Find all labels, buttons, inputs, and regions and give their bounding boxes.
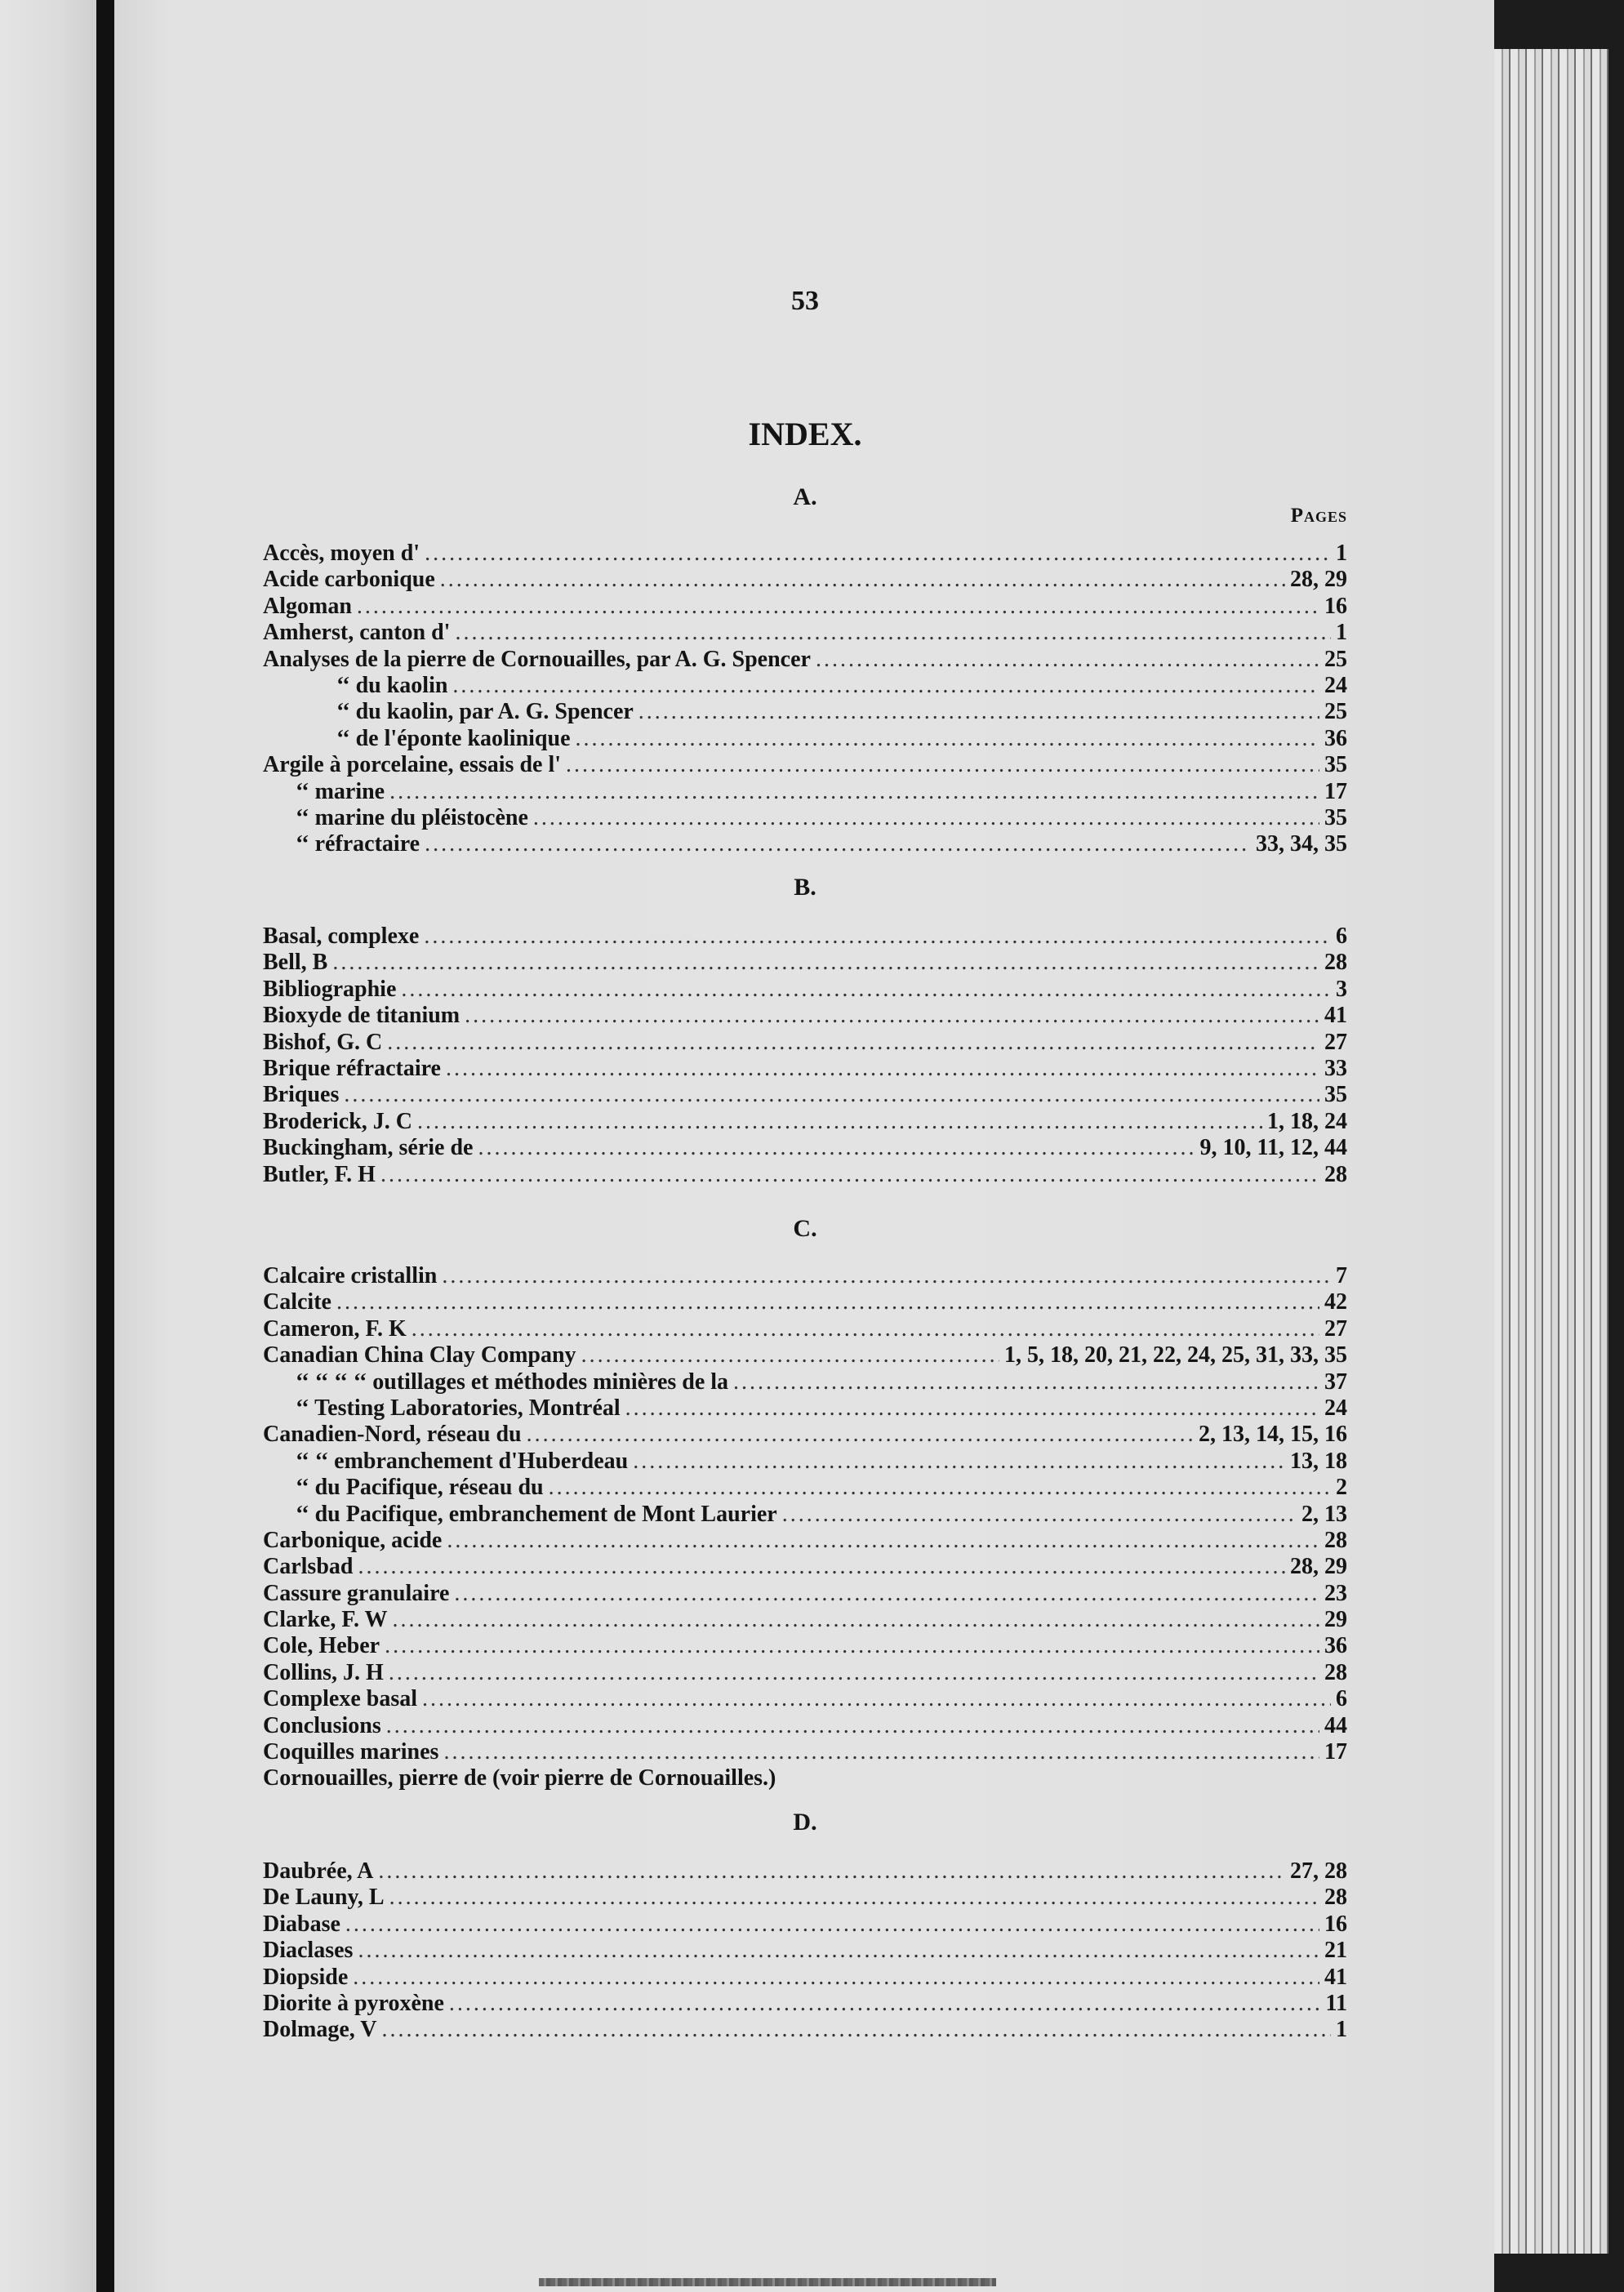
index-page-refs: 6 (1336, 1686, 1347, 1712)
dot-leader (581, 1342, 999, 1369)
index-entry (263, 1422, 1347, 1448)
dot-leader (358, 1938, 1319, 1964)
dot-leader (389, 779, 1319, 805)
index-entry (263, 831, 1347, 857)
index-entry (263, 1885, 1347, 1911)
index-page-refs: 28 (1324, 950, 1347, 976)
index-term: Carlsbad (263, 1554, 354, 1580)
dot-leader (381, 2017, 1331, 2043)
index-entry (263, 726, 1347, 752)
dot-leader (386, 1713, 1319, 1739)
index-entry (263, 1082, 1347, 1108)
index-term: Conclusions (263, 1712, 381, 1738)
dot-leader (412, 1316, 1319, 1342)
dot-leader (358, 1554, 1285, 1580)
index-page-refs: 1 (1336, 2017, 1347, 2043)
index-page-refs: 36 (1324, 1633, 1347, 1659)
dot-leader (533, 805, 1319, 831)
index-term: Briques (263, 1082, 340, 1108)
dot-leader (422, 1686, 1331, 1712)
index-page-refs: 27 (1324, 1029, 1347, 1055)
dot-leader (446, 1056, 1319, 1082)
dot-leader (440, 567, 1285, 593)
dot-leader (332, 950, 1319, 976)
index-entry (263, 1449, 1347, 1475)
dot-leader (380, 1162, 1319, 1188)
index-page-refs: 2, 13, 14, 15, 16 (1199, 1422, 1347, 1448)
index-page-refs: 2 (1336, 1475, 1347, 1501)
index-term: Bibliographie (263, 976, 397, 1002)
dot-leader (478, 1135, 1195, 1161)
index-title: INDEX. (748, 416, 862, 452)
facing-page-edge (0, 0, 96, 2292)
index-entry (263, 1135, 1347, 1161)
index-page-refs: 35 (1324, 1082, 1347, 1108)
dot-leader (633, 1449, 1285, 1475)
index-term: Cameron, F. K (263, 1315, 407, 1342)
index-page-refs: 35 (1324, 804, 1347, 830)
dot-leader (625, 1395, 1319, 1422)
index-term: Clarke, F. W (263, 1607, 388, 1633)
index-term: Cassure granulaire (263, 1580, 450, 1606)
index-page-refs: 2, 13 (1301, 1501, 1347, 1527)
index-term: ‘‘ réfractaire (296, 831, 420, 857)
index-term: Diabase (263, 1911, 340, 1937)
index-term: Coquilles marines (263, 1739, 439, 1765)
dot-leader (465, 1003, 1319, 1029)
index-term: Bishof, G. C (263, 1029, 383, 1055)
index-entry (263, 1502, 1347, 1528)
dot-leader (455, 620, 1331, 646)
index-entry (263, 1030, 1347, 1056)
index-entry (263, 1581, 1347, 1607)
index-term: De Launy, L (263, 1885, 385, 1911)
index-entry (263, 1991, 1347, 2017)
section-a-entries (263, 541, 1347, 858)
index-term: Calcaire cristallin (263, 1263, 438, 1288)
index-page-refs: 35 (1324, 752, 1347, 778)
index-term: ‘‘ marine (296, 778, 385, 804)
index-term: Acide carbonique (263, 567, 435, 593)
dot-leader (527, 1422, 1194, 1448)
index-entry (263, 1765, 1347, 1791)
index-term: Daubrée, A (263, 1858, 374, 1884)
index-entry (263, 1686, 1347, 1712)
index-term: Cornouailles, pierre de (voir pierre de Cornouailles.) (263, 1765, 776, 1791)
index-term: Dolmage, V (263, 2017, 377, 2043)
index-entry (263, 1633, 1347, 1659)
index-term: Accès, moyen d' (263, 541, 420, 566)
index-term: ‘‘ de l'éponte kaolinique (336, 725, 571, 751)
dot-leader (345, 1911, 1319, 1938)
dot-leader (401, 977, 1331, 1003)
index-entry (263, 805, 1347, 831)
index-page-refs: 27 (1324, 1315, 1347, 1342)
index-entry (263, 1162, 1347, 1188)
index-page-refs: 33 (1324, 1055, 1347, 1081)
index-entry (263, 1713, 1347, 1739)
index-page-refs: 28, 29 (1290, 1554, 1347, 1580)
dot-leader (389, 1660, 1319, 1686)
index-page-refs: 33, 34, 35 (1256, 831, 1347, 857)
index-page-refs: 28 (1324, 1161, 1347, 1187)
index-term: ‘‘ Testing Laboratories, Montréal (296, 1395, 621, 1421)
index-entry (263, 594, 1347, 620)
index-term: Diaclases (263, 1938, 354, 1964)
bottom-smudge (539, 2278, 996, 2286)
index-entry (263, 977, 1347, 1003)
index-term: ‘‘ du Pacifique, embranchement de Mont Laurier (296, 1501, 777, 1527)
index-term: ‘‘ marine du pléistocène (296, 804, 528, 830)
index-entry (263, 1965, 1347, 1991)
dot-leader (733, 1369, 1319, 1395)
index-entry (263, 1858, 1347, 1885)
index-page-refs: 28, 29 (1290, 567, 1347, 593)
index-page-refs: 42 (1324, 1289, 1347, 1315)
dot-leader (425, 541, 1331, 567)
index-entry (263, 1475, 1347, 1501)
dot-leader (443, 1739, 1319, 1765)
index-term: Calcite (263, 1289, 331, 1315)
index-term: Argile à porcelaine, essais de l' (263, 752, 561, 778)
index-page-refs: 7 (1336, 1263, 1347, 1288)
dot-leader (425, 831, 1251, 857)
index-entry (263, 1660, 1347, 1686)
index-entry (263, 567, 1347, 593)
index-entry (263, 1003, 1347, 1029)
index-page-refs: 27, 28 (1290, 1858, 1347, 1884)
dot-leader (389, 1885, 1319, 1911)
section-letter-d: D. (793, 1809, 817, 1836)
dot-leader (336, 1289, 1319, 1315)
index-entry (263, 1056, 1347, 1082)
dot-leader (357, 594, 1319, 620)
section-b-entries (263, 923, 1347, 1188)
index-term: Butler, F. H (263, 1161, 376, 1187)
index-entry (263, 1554, 1347, 1580)
index-term: Canadian China Clay Company (263, 1342, 576, 1369)
index-entry (263, 950, 1347, 976)
index-entry (263, 1739, 1347, 1765)
index-entry (263, 1528, 1347, 1554)
index-entry (263, 1369, 1347, 1395)
index-term: Broderick, J. C (263, 1108, 413, 1134)
dot-leader (353, 1965, 1319, 1991)
index-term: Bell, B (263, 950, 328, 976)
index-term: Amherst, canton d' (263, 620, 451, 646)
index-page-refs: 16 (1324, 593, 1347, 619)
index-page-refs: 41 (1324, 1964, 1347, 1990)
index-entry (263, 1109, 1347, 1135)
index-entry (263, 779, 1347, 805)
index-term: ‘‘ ‘‘ embranchement d'Huberdeau (296, 1448, 629, 1474)
section-letter-c: C. (793, 1215, 817, 1242)
dot-leader (447, 1528, 1319, 1554)
index-page-refs: 6 (1336, 923, 1347, 949)
dot-leader (424, 923, 1331, 950)
index-page-refs: 1, 18, 24 (1267, 1108, 1347, 1134)
index-term: Analyses de la pierre de Cornouailles, par A. G. Spencer (263, 646, 811, 672)
index-entry (263, 541, 1347, 567)
index-term: ‘‘ ‘‘ ‘‘ ‘‘ outillages et méthodes minières de la (296, 1369, 729, 1395)
index-entry (263, 752, 1347, 778)
index-entry (263, 699, 1347, 725)
index-term: ‘‘ du kaolin, par A. G. Spencer (336, 699, 634, 725)
index-page-refs: 25 (1324, 699, 1347, 725)
index-term: ‘‘ du kaolin (336, 672, 448, 698)
index-page-refs: 3 (1336, 976, 1347, 1002)
index-page-refs: 1 (1336, 620, 1347, 646)
index-entry (263, 1911, 1347, 1938)
index-term: Diopside (263, 1964, 349, 1990)
dot-leader (392, 1607, 1319, 1633)
dot-leader (452, 673, 1319, 699)
page-number: 53 (791, 286, 819, 316)
index-page-refs: 17 (1324, 778, 1347, 804)
dot-leader (449, 1991, 1321, 2017)
dot-leader (566, 752, 1319, 778)
index-page-refs: 29 (1324, 1607, 1347, 1633)
dot-leader (378, 1858, 1285, 1885)
index-page-refs: 13, 18 (1290, 1448, 1347, 1474)
dot-leader (344, 1082, 1319, 1108)
index-page-refs: 21 (1324, 1938, 1347, 1964)
index-entry (263, 673, 1347, 699)
index-entry (263, 1607, 1347, 1633)
dot-leader (816, 647, 1319, 673)
section-c-entries (263, 1263, 1347, 1792)
dot-leader (576, 726, 1319, 752)
index-term: Basal, complexe (263, 923, 420, 949)
index-term: Cole, Heber (263, 1633, 380, 1659)
index-term: Carbonique, acide (263, 1527, 443, 1553)
index-term: Diorite à pyroxène (263, 1990, 444, 2016)
index-term: ‘‘ du Pacifique, réseau du (296, 1475, 544, 1501)
index-page-refs: 1, 5, 18, 20, 21, 22, 24, 25, 31, 33, 35 (1004, 1342, 1347, 1369)
index-term: Brique réfractaire (263, 1055, 441, 1081)
dot-leader (442, 1263, 1331, 1289)
section-d-entries (263, 1858, 1347, 2044)
index-page-refs: 11 (1325, 1990, 1347, 2016)
index-term: Buckingham, série de (263, 1135, 474, 1161)
index-page-refs: 44 (1324, 1712, 1347, 1738)
index-entry (263, 923, 1347, 950)
section-letter-a: A. (793, 483, 817, 510)
index-entry (263, 620, 1347, 646)
index-entry (263, 1342, 1347, 1369)
index-entry (263, 647, 1347, 673)
dot-leader (387, 1030, 1319, 1056)
index-page-refs: 16 (1324, 1911, 1347, 1937)
dot-leader (782, 1502, 1297, 1528)
index-page-refs: 25 (1324, 646, 1347, 672)
index-page-refs: 9, 10, 11, 12, 44 (1199, 1135, 1347, 1161)
pages-column-header: Pages (1290, 505, 1347, 527)
index-entry (263, 1289, 1347, 1315)
dot-leader (385, 1633, 1319, 1659)
dot-leader (549, 1475, 1331, 1501)
index-term: Canadien-Nord, réseau du (263, 1422, 522, 1448)
index-page-refs: 36 (1324, 725, 1347, 751)
index-page-refs: 28 (1324, 1885, 1347, 1911)
index-page-refs: 28 (1324, 1527, 1347, 1553)
dot-leader (638, 699, 1319, 725)
index-term: Collins, J. H (263, 1659, 384, 1685)
index-page-refs: 17 (1324, 1739, 1347, 1765)
index-entry (263, 1938, 1347, 1964)
index-page-refs: 28 (1324, 1659, 1347, 1685)
dot-leader (454, 1581, 1319, 1607)
index-entry (263, 2017, 1347, 2043)
index-entry (263, 1263, 1347, 1289)
book-binding (96, 0, 114, 2292)
index-page-refs: 24 (1324, 672, 1347, 698)
index-page-refs: 24 (1324, 1395, 1347, 1421)
index-page-refs: 37 (1324, 1369, 1347, 1395)
index-entry (263, 1316, 1347, 1342)
index-term: Complexe basal (263, 1686, 417, 1712)
index-term: Algoman (263, 593, 352, 619)
index-entry (263, 1395, 1347, 1422)
page-stack-edges (1494, 49, 1608, 2254)
index-term: Bioxyde de titanium (263, 1003, 461, 1029)
index-page-refs: 1 (1336, 541, 1347, 566)
index-page-refs: 41 (1324, 1003, 1347, 1029)
index-page-refs: 23 (1324, 1580, 1347, 1606)
section-letter-b: B. (794, 874, 816, 901)
dot-leader (417, 1109, 1262, 1135)
